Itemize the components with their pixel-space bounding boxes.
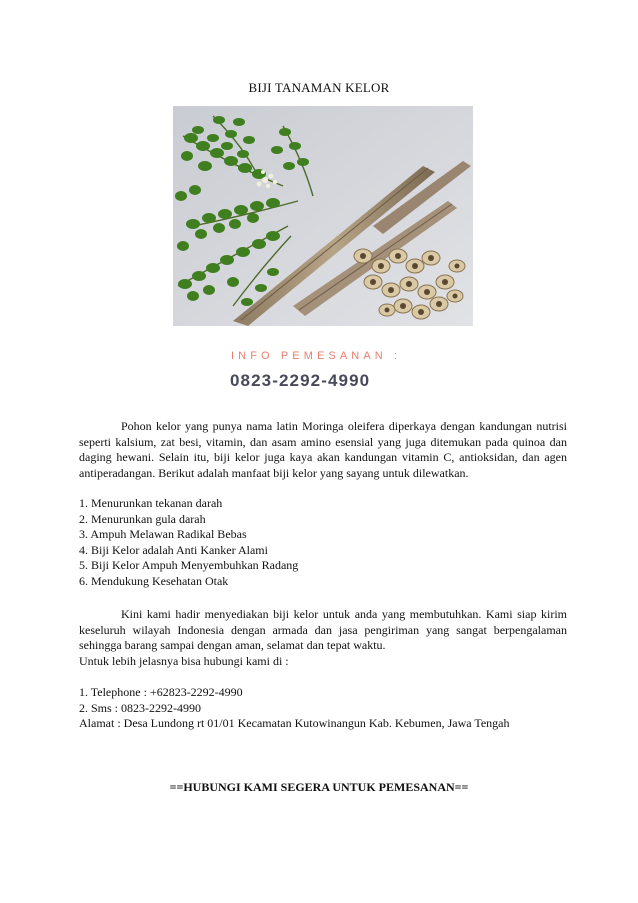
list-item: 5. Biji Kelor Ampuh Menyembuhkan Radang xyxy=(79,558,299,572)
offer-paragraph: Kini kami hadir menyediakan biji kelor untuk anda yang membutuhkan. Kami siap kirim keseluruh wilayah Indonesia dengan armada dan jasa pengiriman yang sangat berpengalaman sehingga barang sampai dengan aman, selamat dan tepat waktu. xyxy=(79,607,567,652)
moringa-photo xyxy=(173,106,473,326)
list-item: 2. Menurunkan gula darah xyxy=(79,511,206,526)
contact-block xyxy=(79,685,567,732)
list-item: 4. Biji Kelor adalah Anti Kanker Alami xyxy=(79,542,268,557)
benefits-list xyxy=(79,496,567,589)
info-phone-number: 0823-2292-4990 xyxy=(230,371,371,390)
list-item: 3. Ampuh Melawan Radikal Bebas xyxy=(79,527,247,541)
page-title: BIJI TANAMAN KELOR xyxy=(248,80,390,95)
contact-sms: 2. Sms : 0823-2292-4990 xyxy=(79,700,202,715)
contact-telephone: 1. Telephone : +62823-2292-4990 xyxy=(79,685,243,699)
list-item: 1. Menurunkan tekanan darah xyxy=(79,496,223,510)
intro-paragraph: Pohon kelor yang punya nama latin Moringa oleifera diperkaya dengan kandungan nutrisi seperti kalsium, zat besi, vitamin, dan asam amino esensial yang juga ditemukan pada quinoa dan daging hewani. Selain itu, biji kelor juga kaya akan kandungan vitamin C, antioksidan, dan agen antiperadangan. Berikut adalah manfaat biji kelor yang sayang untuk dilewatkan. xyxy=(79,419,567,480)
call-to-action: ==HUBUNGI KAMI SEGERA UNTUK PEMESANAN== xyxy=(169,780,469,794)
contact-address: Alamat : Desa Lundong rt 01/01 Kecamatan Kutowinangun Kab. Kebumen, Jawa Tengah xyxy=(79,716,510,730)
list-item: 6. Mendukung Kesehatan Otak xyxy=(79,573,229,588)
document-body xyxy=(79,419,567,732)
info-pemesanan-label: INFO PEMESANAN : xyxy=(231,350,402,362)
contact-intro: Untuk lebih jelasnya bisa hubungi kami di : xyxy=(79,653,289,668)
